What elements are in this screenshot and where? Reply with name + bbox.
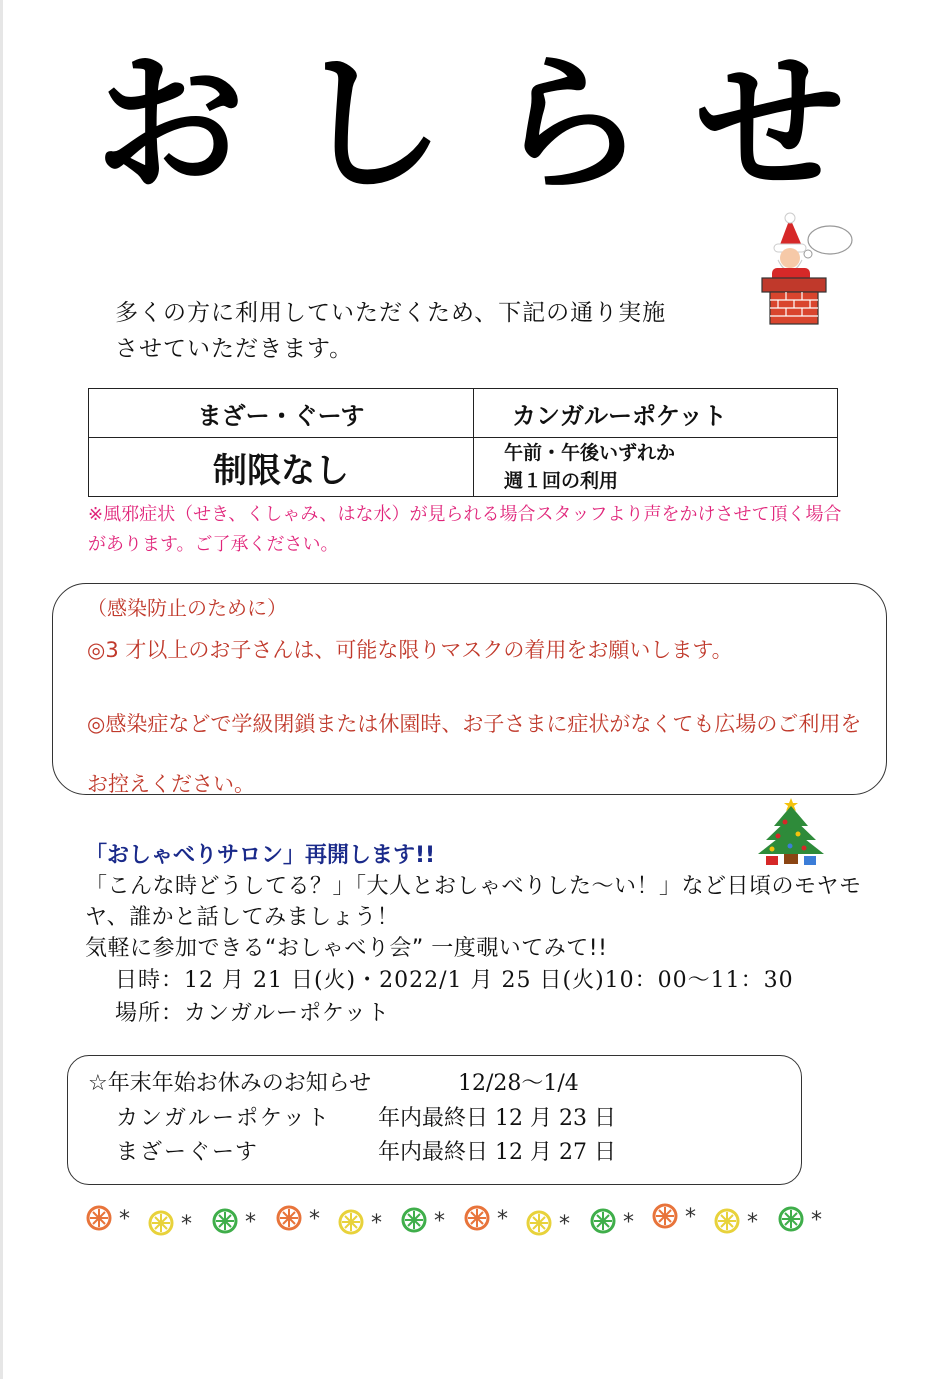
- intro-line-2: させていただきます。: [115, 336, 354, 362]
- svg-text:*: *: [245, 1210, 256, 1235]
- svg-text:*: *: [434, 1209, 445, 1234]
- usage-table: [88, 388, 838, 497]
- table-cell-limit: [474, 438, 838, 497]
- table-cell-limit-line-2: 週１回の利用: [504, 470, 619, 492]
- symptom-note: ※風邪症状（せき、くしゃみ、はな水）が見られる場合スタッフより声をかけさせて頂く場合があります。ご了承ください。: [88, 504, 842, 555]
- yellow-wheel-icon: [525, 1203, 585, 1243]
- svg-text:*: *: [811, 1208, 822, 1233]
- title-char-4: せ: [695, 38, 846, 212]
- holiday-notice-box: [67, 1055, 802, 1185]
- yellow-wheel-icon: [147, 1203, 207, 1243]
- intro-text: [115, 295, 735, 367]
- green-wheel-icon: [777, 1199, 837, 1239]
- green-wheel-icon: [589, 1201, 649, 1241]
- holiday-range: 12/28〜1/4: [458, 1071, 579, 1096]
- page-edge: [0, 0, 3, 1379]
- yellow-wheel-icon: [337, 1202, 397, 1242]
- yellow-wheel-icon: [713, 1201, 773, 1241]
- salon-line-1: 「こんな時どうしてる？」「大人とおしゃべりした～い！」など日頃のモヤモヤ、誰かと話してみましょう！: [85, 874, 862, 930]
- holiday-row1-date: 年内最終日 12 月 23 日: [378, 1106, 616, 1131]
- holiday-row2-date: 年内最終日 12 月 27 日: [378, 1140, 616, 1165]
- svg-text:*: *: [559, 1212, 570, 1237]
- green-wheel-icon: [211, 1201, 271, 1241]
- decorative-border: [85, 1198, 845, 1238]
- page-title: [95, 40, 855, 210]
- infection-item-mask: ◎3 才以上のお子さんは、可能な限りマスクの着用をお願いします。: [87, 638, 733, 662]
- orange-wheel-icon: [463, 1198, 523, 1238]
- intro-line-1: 多くの方に利用していただくため、下記の通り実施: [115, 300, 667, 326]
- orange-wheel-icon: [85, 1198, 145, 1238]
- salon-section: [85, 840, 885, 1030]
- table-cell-limit-line-1: 午前・午後いずれか: [504, 442, 676, 464]
- santa-illustration: [760, 212, 855, 327]
- table-head-kangaroo-pocket: カンガルーポケット: [474, 389, 838, 438]
- table-cell-no-limit: 制限なし: [89, 438, 474, 497]
- holiday-title: ☆年末年始お休みのお知らせ: [88, 1071, 372, 1096]
- orange-wheel-icon: [651, 1196, 711, 1236]
- orange-wheel-icon: [275, 1198, 335, 1238]
- infection-heading: （感染防止のために）: [87, 596, 287, 620]
- svg-text:*: *: [119, 1207, 130, 1232]
- holiday-row1-name: カンガルーポケット: [116, 1106, 331, 1131]
- salon-place: 場所：カンガルーポケット: [115, 1001, 390, 1026]
- green-wheel-icon: [400, 1200, 460, 1240]
- title-char-2: し: [295, 38, 446, 212]
- svg-text:*: *: [497, 1207, 508, 1232]
- holiday-row2-name: まざーぐーす: [116, 1140, 259, 1165]
- svg-text:*: *: [371, 1211, 382, 1236]
- salon-title: 「おしゃべりサロン」再開します!!: [85, 843, 436, 868]
- infection-prevention-box: [52, 583, 887, 795]
- title-char-3: ら: [495, 38, 646, 212]
- svg-text:*: *: [685, 1205, 696, 1230]
- svg-text:*: *: [747, 1210, 758, 1235]
- salon-line-2: 気軽に参加できる“おしゃべり会” 一度覗いてみて!!: [85, 936, 608, 961]
- svg-text:*: *: [181, 1212, 192, 1237]
- svg-text:*: *: [309, 1207, 320, 1232]
- salon-schedule: 日時：12 月 21 日(火)・2022/1 月 25 日(火)10：00〜11：30: [115, 968, 794, 993]
- title-char-1: お: [95, 38, 246, 212]
- infection-item-closure: ◎感染症などで学級閉鎖または休園時、お子さまに症状がなくても広場のご利用をお控えください。: [87, 712, 862, 796]
- svg-text:*: *: [623, 1210, 634, 1235]
- table-head-mother-goose: まざー・ぐーす: [89, 389, 474, 438]
